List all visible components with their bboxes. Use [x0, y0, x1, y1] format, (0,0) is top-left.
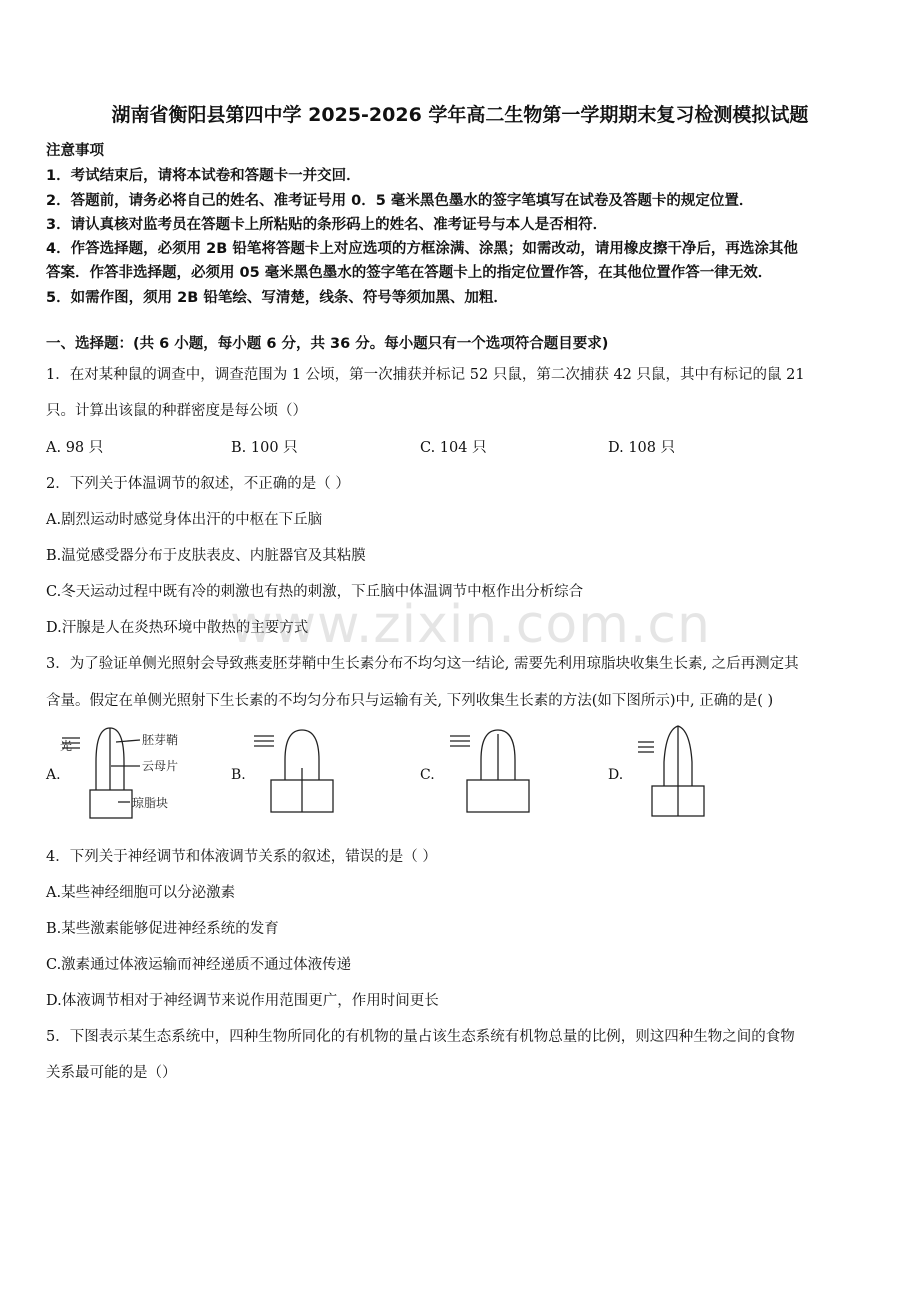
notice-item: 答案．作答非选择题，必须用 05 毫米黑色墨水的签字笔在答题卡上的指定位置作答，在其他位置作答一律无效．: [46, 265, 773, 281]
figure-d-label: D.: [608, 767, 624, 783]
q4-option-a: A.某些神经细胞可以分泌激素: [46, 885, 236, 901]
figure-c-label: C.: [420, 767, 435, 783]
figure-c-diagram: [448, 722, 538, 820]
coleoptile-annotation: 胚芽鞘: [142, 733, 179, 747]
figure-a-diagram: [60, 722, 200, 822]
q2-option-a: A.剧烈运动时感觉身体出汗的中枢在下丘脑: [46, 512, 323, 528]
q1-option-b: B. 100 只: [231, 440, 298, 456]
q4-option-c: C.激素通过体液运输而神经递质不通过体液传递: [46, 957, 352, 973]
notice-item: 4．作答选择题，必须用 2B 铅笔将答题卡上对应选项的方框涂满、涂黑；如需改动，请用橡皮擦干净后，再选涂其他: [46, 241, 798, 257]
q2-option-d: D.汗腺是人在炎热环境中散热的主要方式: [46, 620, 309, 636]
q1-stem-line1: 1．在对某种鼠的调查中，调查范围为 1 公顷，第一次捕获并标记 52 只鼠，第二次捕获 42 只鼠，其中有标记的鼠 21: [46, 367, 805, 383]
q5-stem-line1: 5．下图表示某生态系统中，四种生物所同化的有机物的量占该生态系统有机物总量的比例，则这四种生物之间的食物: [46, 1029, 795, 1045]
q5-stem-line2: 关系最可能的是（）: [46, 1065, 177, 1081]
figure-b-diagram: [252, 722, 342, 820]
notice-item: 5．如需作图，须用 2B 铅笔绘、写清楚，线条、符号等须加黑、加粗．: [46, 290, 508, 306]
section-header: 一、选择题：(共 6 小题，每小题 6 分，共 36 分。每小题只有一个选项符合题目要求): [46, 336, 609, 352]
q2-option-b: B.温觉感受器分布于皮肤表皮、内脏器官及其粘膜: [46, 548, 366, 564]
figure-a-label: A.: [46, 767, 61, 783]
q4-option-d: D.体液调节相对于神经调节来说作用范围更广，作用时间更长: [46, 993, 439, 1009]
q4-stem: 4．下列关于神经调节和体液调节关系的叙述，错误的是（ ）: [46, 849, 437, 865]
watermark: www.zixin.com.cn: [230, 595, 711, 655]
q1-option-d: D. 108 只: [608, 440, 676, 456]
q4-option-b: B.某些激素能够促进神经系统的发育: [46, 921, 279, 937]
q1-stem-line2: 只。计算出该鼠的种群密度是每公顷（）: [46, 403, 307, 419]
q1-option-a: A. 98 只: [46, 440, 104, 456]
q2-option-c: C.冬天运动过程中既有冷的刺激也有热的刺激，下丘脑中体温调节中枢作出分析综合: [46, 584, 584, 600]
notice-heading: 注意事项: [46, 143, 104, 159]
figure-b-label: B.: [231, 767, 246, 783]
q2-stem: 2．下列关于体温调节的叙述，不正确的是（ ）: [46, 476, 350, 492]
notice-item: 3．请认真核对监考员在答题卡上所粘贴的条形码上的姓名、准考证号与本人是否相符．: [46, 217, 608, 233]
q3-stem-line1: 3．为了验证单侧光照射会导致燕麦胚芽鞘中生长素分布不均匀这一结论, 需要先利用琼脂块收集生长素, 之后再测定其: [46, 656, 799, 672]
light-annotation: 光: [60, 739, 73, 753]
q3-stem-line2: 含量。假定在单侧光照射下生长素的不均匀分布只与运输有关, 下列收集生长素的方法(如下图所示)中, 正确的是( ): [46, 693, 774, 709]
agar-annotation: 琼脂块: [132, 796, 169, 810]
page-title: 湖南省衡阳县第四中学 2025-2026 学年高二生物第一学期期末复习检测模拟试题: [111, 104, 809, 126]
notice-item: 2．答题前，请务必将自己的姓名、准考证号用 0．5 毫米黑色墨水的签字笔填写在试卷及答题卡的规定位置．: [46, 193, 754, 209]
mica-annotation: 云母片: [142, 759, 179, 773]
figure-d-diagram: [630, 722, 720, 822]
notice-item: 1．考试结束后，请将本试卷和答题卡一并交回．: [46, 168, 361, 184]
q1-option-c: C. 104 只: [420, 440, 487, 456]
